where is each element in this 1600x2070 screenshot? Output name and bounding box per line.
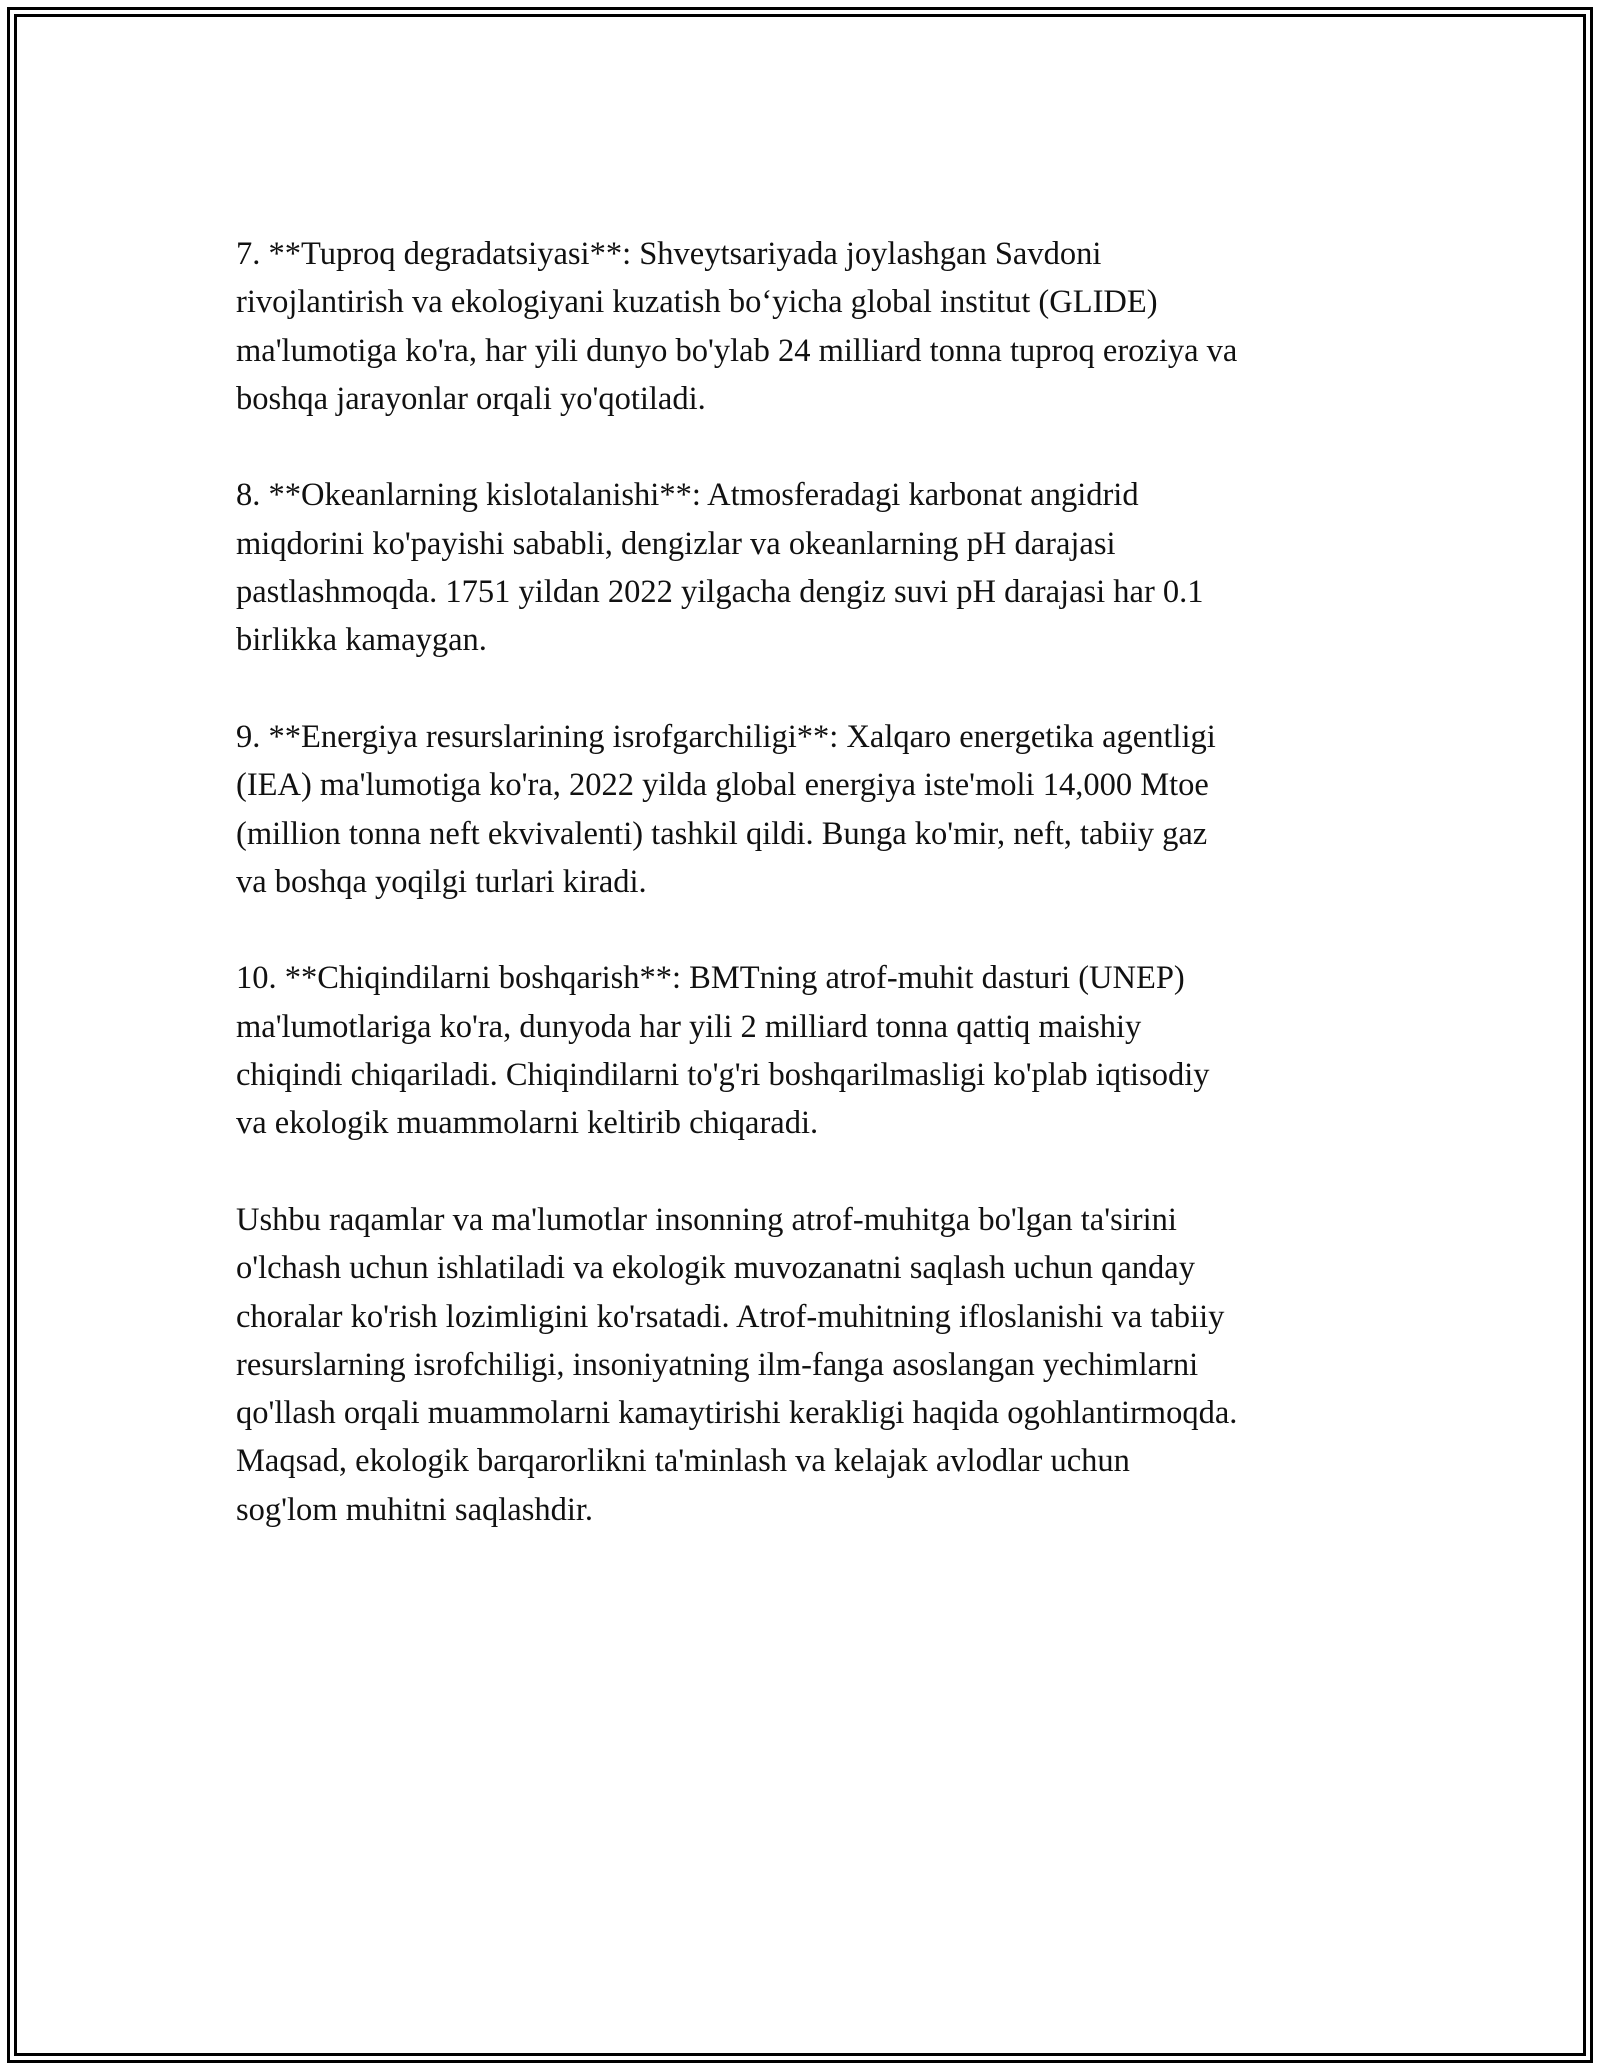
paragraph-energy-waste: 9. **Energiya resurslarining isrofgarchiligi**: Xalqaro energetika agentligi (IEA) ma'lumotiga ko'ra, 2022 yilda global energiya iste'moli 14,000 Mtoe (million tonna neft ekvivalenti) tashkil qildi. Bunga ko'mir, neft, tabiiy gaz va boshqa yoqilgi turlari kiradi. — [236, 718, 1216, 900]
paragraph-waste-management: 10. **Chiqindilarni boshqarish**: BMTning atrof-muhit dasturi (UNEP) ma'lumotlariga ko'ra, dunyoda har yili 2 milliard tonna qattiq maishiy chiqindi chiqariladi. Chiqindilarni to'g'ri boshqarilmasligi ko'plab iqtisodiy va ekologik muammolarni keltirib chiqaradi. — [236, 960, 1210, 1142]
paragraph-soil-degradation: 7. **Tuproq degradatsiyasi**: Shveytsariyada joylashgan Savdoni rivojlantirish va ekologiyani kuzatish bo‘yicha global institut (GLIDE) ma'lumotiga ko'ra, har yili dunyo bo'ylab 24 milliard tonna tuproq eroziya va boshqa jarayonlar orqali yo'qotiladi. — [236, 236, 1238, 417]
paragraph-ocean-acidification: 8. **Okeanlarning kislotalanishi**: Atmosferadagi karbonat angidrid miqdorini ko'payishi sababli, dengizlar va okeanlarning pH darajasi pastlashmoqda. 1751 yildan 2022 yilgacha dengiz suvi pH darajasi har 0.1 birlikka kamaygan. — [236, 477, 1204, 659]
paragraph-conclusion: Ushbu raqamlar va ma'lumotlar insonning atrof-muhitga bo'lgan ta'sirini o'lchash uchun ishlatiladi va ekologik muvozanatni saqlash uchun qanday choralar ko'rish lozimligini ko'rsatadi. Atrof-muhitning ifloslanishi va tabiiy resurslarning isrofchiligi, insoniyatning ilm-fanga asoslangan yechimlarni qo'llash orqali muammolarni kamaytirishi kerakligi haqida ogohlantirmoqda. Maqsad, ekologik barqarorlikni ta'minlash va kelajak avlodlar uchun sog'lom muhitni saqlashdir. — [236, 1201, 1238, 1528]
document-body — [236, 230, 1386, 1534]
